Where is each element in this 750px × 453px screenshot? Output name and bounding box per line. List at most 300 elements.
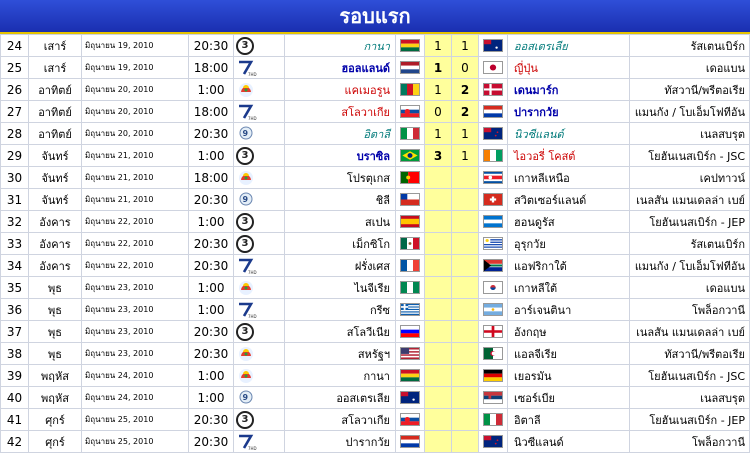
home-score [425, 211, 452, 233]
kickoff-time: 20:30 [189, 123, 234, 145]
home-score: 3 [425, 145, 452, 167]
home-flag-icon [400, 193, 420, 206]
channel-5-logo-icon [236, 81, 258, 99]
home-score: 1 [425, 35, 452, 57]
tv-channel [234, 145, 285, 167]
home-flag [396, 255, 425, 277]
home-team: กานา [285, 365, 396, 387]
channel-9-logo-icon [236, 389, 258, 407]
away-team: เยอรมัน [508, 365, 630, 387]
away-score [452, 387, 479, 409]
channel-5-logo-icon [236, 279, 258, 297]
home-flag-icon [400, 83, 420, 96]
match-date: มิถุนายน 25, 2010 [82, 431, 189, 453]
away-team: อุรุกวัย [508, 233, 630, 255]
tv-channel [234, 211, 285, 233]
kickoff-time: 20:30 [189, 409, 234, 431]
home-score [425, 189, 452, 211]
home-team: กานา [285, 35, 396, 57]
match-number: 33 [1, 233, 29, 255]
home-flag-icon [400, 259, 420, 272]
match-date: มิถุนายน 22, 2010 [82, 233, 189, 255]
away-team: นิวซีแลนด์ [508, 123, 630, 145]
home-score: 1 [425, 57, 452, 79]
home-team: เม็กซิโก [285, 233, 396, 255]
channel-7-logo-icon [236, 59, 258, 77]
match-day: พฤหัส [29, 365, 82, 387]
home-flag-icon [400, 325, 420, 338]
match-number: 32 [1, 211, 29, 233]
kickoff-time: 18:00 [189, 101, 234, 123]
away-flag-icon [483, 149, 503, 162]
away-team: ไอวอรี่ โคสต์ [508, 145, 630, 167]
match-date: มิถุนายน 24, 2010 [82, 387, 189, 409]
home-flag [396, 431, 425, 453]
channel-5-logo-icon [236, 345, 258, 363]
away-flag [479, 321, 508, 343]
away-team: เกาหลีเหนือ [508, 167, 630, 189]
home-flag-icon [400, 413, 420, 426]
away-flag-icon [483, 83, 503, 96]
away-score: 2 [452, 79, 479, 101]
channel-3-logo-icon: 3 [236, 323, 258, 341]
match-number: 24 [1, 35, 29, 57]
match-row [1, 211, 750, 233]
match-number: 29 [1, 145, 29, 167]
home-flag [396, 409, 425, 431]
home-team: สโลวาเกีย [285, 409, 396, 431]
stadium: ทัสวานี/พรีตอเรีย [630, 79, 750, 101]
match-number: 38 [1, 343, 29, 365]
match-date: มิถุนายน 19, 2010 [82, 35, 189, 57]
stadium: โยฮันเนสเบิร์ก - JSC [630, 145, 750, 167]
kickoff-time: 20:30 [189, 255, 234, 277]
away-score [452, 299, 479, 321]
tv-channel [234, 343, 285, 365]
match-date: มิถุนายน 23, 2010 [82, 343, 189, 365]
home-score [425, 409, 452, 431]
kickoff-time: 1:00 [189, 365, 234, 387]
tv-channel [234, 35, 285, 57]
match-day: จันทร์ [29, 145, 82, 167]
stadium: โพล็อกวานี [630, 431, 750, 453]
home-flag-icon [400, 303, 420, 316]
away-team: ฮอนดูรัส [508, 211, 630, 233]
match-row [1, 387, 750, 409]
match-number: 26 [1, 79, 29, 101]
away-team: อิตาลี [508, 409, 630, 431]
away-score [452, 431, 479, 453]
match-row [1, 299, 750, 321]
match-number: 36 [1, 299, 29, 321]
match-date: มิถุนายน 24, 2010 [82, 365, 189, 387]
away-team: สวิตเซอร์แลนด์ [508, 189, 630, 211]
tv-channel [234, 409, 285, 431]
match-row [1, 343, 750, 365]
home-flag-icon [400, 391, 420, 404]
tv-channel [234, 387, 285, 409]
match-number: 37 [1, 321, 29, 343]
tv-channel [234, 255, 285, 277]
home-team: สโลวีเนีย [285, 321, 396, 343]
away-flag-icon [483, 61, 503, 74]
away-score [452, 211, 479, 233]
kickoff-time: 1:00 [189, 277, 234, 299]
kickoff-time: 1:00 [189, 145, 234, 167]
home-score [425, 277, 452, 299]
home-team: กรีซ [285, 299, 396, 321]
home-score [425, 233, 452, 255]
home-flag-icon [400, 171, 420, 184]
home-flag [396, 343, 425, 365]
match-day: พุธ [29, 277, 82, 299]
svg-text:7HD: 7HD [248, 71, 257, 77]
stadium: เคปทาวน์ [630, 167, 750, 189]
home-flag [396, 233, 425, 255]
stadium: เนลสบรุต [630, 387, 750, 409]
away-flag [479, 123, 508, 145]
match-date: มิถุนายน 20, 2010 [82, 79, 189, 101]
home-flag [396, 277, 425, 299]
away-flag [479, 145, 508, 167]
match-day: พุธ [29, 299, 82, 321]
match-day: เสาร์ [29, 57, 82, 79]
channel-5-logo-icon [236, 169, 258, 187]
away-flag-icon [483, 105, 503, 118]
away-team: ญี่ปุ่น [508, 57, 630, 79]
match-date: มิถุนายน 19, 2010 [82, 57, 189, 79]
stadium: แมนกัง / โบเอ็มโฟทีอัน [630, 255, 750, 277]
home-score [425, 431, 452, 453]
home-flag [396, 35, 425, 57]
match-number: 41 [1, 409, 29, 431]
svg-text:9: 9 [242, 194, 249, 204]
home-team: ฮอลแลนด์ [285, 57, 396, 79]
match-row [1, 409, 750, 431]
home-flag-icon [400, 39, 420, 52]
match-row [1, 277, 750, 299]
away-score: 1 [452, 35, 479, 57]
match-day: อังคาร [29, 233, 82, 255]
away-flag [479, 343, 508, 365]
away-score [452, 189, 479, 211]
home-team: แคเมอรูน [285, 79, 396, 101]
channel-9-logo-icon [236, 125, 258, 143]
home-flag [396, 321, 425, 343]
away-score [452, 255, 479, 277]
match-day: พุธ [29, 343, 82, 365]
match-day: อาทิตย์ [29, 101, 82, 123]
away-score [452, 321, 479, 343]
away-score [452, 365, 479, 387]
home-team: ชิลี [285, 189, 396, 211]
home-score [425, 299, 452, 321]
away-score: 0 [452, 57, 479, 79]
kickoff-time: 18:00 [189, 167, 234, 189]
home-flag-icon [400, 347, 420, 360]
home-flag-icon [400, 435, 420, 448]
away-flag [479, 431, 508, 453]
home-score [425, 343, 452, 365]
home-team: สเปน [285, 211, 396, 233]
away-team: นิวซีแลนด์ [508, 431, 630, 453]
stadium: รัสเตนเบิร์ก [630, 35, 750, 57]
match-date: มิถุนายน 22, 2010 [82, 255, 189, 277]
away-team: อาร์เจนตินา [508, 299, 630, 321]
match-number: 28 [1, 123, 29, 145]
tv-channel [234, 365, 285, 387]
match-day: จันทร์ [29, 189, 82, 211]
away-score: 1 [452, 145, 479, 167]
away-flag-icon [483, 369, 503, 382]
match-row [1, 321, 750, 343]
home-flag-icon [400, 105, 420, 118]
away-flag [479, 365, 508, 387]
away-score [452, 277, 479, 299]
home-flag [396, 211, 425, 233]
channel-9-logo-icon [236, 191, 258, 209]
stadium: เนลสัน แมนเดลล่า เบย์ [630, 321, 750, 343]
channel-3-logo-icon: 3 [236, 147, 258, 165]
match-row [1, 35, 750, 57]
home-flag-icon [400, 61, 420, 74]
home-flag-icon [400, 215, 420, 228]
page-header [0, 0, 750, 34]
match-day: พุธ [29, 321, 82, 343]
page-title: รอบแรก [339, 4, 411, 28]
match-row [1, 167, 750, 189]
match-day: เสาร์ [29, 35, 82, 57]
kickoff-time: 1:00 [189, 211, 234, 233]
away-flag [479, 255, 508, 277]
home-score [425, 255, 452, 277]
kickoff-time: 20:30 [189, 233, 234, 255]
tv-channel [234, 101, 285, 123]
match-day: อาทิตย์ [29, 123, 82, 145]
away-flag [479, 35, 508, 57]
match-day: จันทร์ [29, 167, 82, 189]
away-flag-icon [483, 127, 503, 140]
match-number: 42 [1, 431, 29, 453]
stadium: เนลสบรุต [630, 123, 750, 145]
away-flag [479, 387, 508, 409]
kickoff-time: 20:30 [189, 431, 234, 453]
home-flag-icon [400, 149, 420, 162]
away-flag-icon [483, 413, 503, 426]
home-team: ออสเตรเลีย [285, 387, 396, 409]
match-row [1, 431, 750, 453]
home-team: ไนจีเรีย [285, 277, 396, 299]
home-flag [396, 387, 425, 409]
home-flag [396, 101, 425, 123]
away-team: อังกฤษ [508, 321, 630, 343]
stadium: ทัสวานี/พรีตอเรีย [630, 343, 750, 365]
kickoff-time: 1:00 [189, 299, 234, 321]
match-number: 35 [1, 277, 29, 299]
svg-text:7HD: 7HD [248, 269, 257, 275]
tv-channel [234, 233, 285, 255]
match-row [1, 123, 750, 145]
home-flag [396, 167, 425, 189]
match-row [1, 145, 750, 167]
home-team: อิตาลี [285, 123, 396, 145]
home-team: ปารากวัย [285, 431, 396, 453]
match-row [1, 101, 750, 123]
match-number: 30 [1, 167, 29, 189]
match-row [1, 233, 750, 255]
away-team: แอฟริกาใต้ [508, 255, 630, 277]
home-score [425, 365, 452, 387]
match-number: 31 [1, 189, 29, 211]
match-number: 40 [1, 387, 29, 409]
home-flag-icon [400, 237, 420, 250]
kickoff-time: 20:30 [189, 321, 234, 343]
tv-channel [234, 277, 285, 299]
channel-7-logo-icon [236, 257, 258, 275]
away-flag-icon [483, 193, 503, 206]
channel-3-logo-icon: 3 [236, 411, 258, 429]
home-score: 1 [425, 123, 452, 145]
away-flag-icon [483, 259, 503, 272]
home-flag [396, 79, 425, 101]
channel-3-logo-icon: 3 [236, 235, 258, 253]
home-score: 0 [425, 101, 452, 123]
tv-channel [234, 167, 285, 189]
stadium: แมนกัง / โบเอ็มโฟทีอัน [630, 101, 750, 123]
home-flag [396, 57, 425, 79]
home-flag-icon [400, 369, 420, 382]
match-number: 34 [1, 255, 29, 277]
channel-5-logo-icon [236, 367, 258, 385]
home-flag [396, 123, 425, 145]
tv-channel [234, 299, 285, 321]
away-score [452, 409, 479, 431]
home-flag [396, 189, 425, 211]
kickoff-time: 18:00 [189, 57, 234, 79]
match-date: มิถุนายน 23, 2010 [82, 321, 189, 343]
home-flag-icon [400, 127, 420, 140]
home-score [425, 387, 452, 409]
home-flag [396, 365, 425, 387]
match-day: พฤหัส [29, 387, 82, 409]
away-flag [479, 277, 508, 299]
away-score [452, 343, 479, 365]
tv-channel [234, 189, 285, 211]
away-flag-icon [483, 237, 503, 250]
tv-channel [234, 79, 285, 101]
tv-channel [234, 321, 285, 343]
channel-7-logo-icon [236, 301, 258, 319]
stadium: เดอแบน [630, 57, 750, 79]
svg-text:7HD: 7HD [248, 115, 257, 121]
tv-channel [234, 57, 285, 79]
away-flag [479, 79, 508, 101]
svg-text:7HD: 7HD [248, 313, 257, 319]
tv-channel [234, 123, 285, 145]
match-number: 25 [1, 57, 29, 79]
match-day: อังคาร [29, 255, 82, 277]
match-date: มิถุนายน 25, 2010 [82, 409, 189, 431]
svg-text:7HD: 7HD [248, 445, 257, 451]
away-flag-icon [483, 347, 503, 360]
match-date: มิถุนายน 20, 2010 [82, 101, 189, 123]
match-date: มิถุนายน 20, 2010 [82, 123, 189, 145]
kickoff-time: 20:30 [189, 343, 234, 365]
away-flag [479, 101, 508, 123]
away-flag-icon [483, 39, 503, 52]
stadium: โยฮันเนสเบิร์ก - JEP [630, 211, 750, 233]
away-flag [479, 211, 508, 233]
away-flag [479, 233, 508, 255]
away-flag-icon [483, 215, 503, 228]
away-team: เกาหลีใต้ [508, 277, 630, 299]
match-table [0, 34, 750, 453]
match-day: ศุกร์ [29, 431, 82, 453]
away-score: 2 [452, 101, 479, 123]
match-day: อังคาร [29, 211, 82, 233]
channel-7-logo-icon [236, 433, 258, 451]
away-flag-icon [483, 281, 503, 294]
channel-3-logo-icon: 3 [236, 213, 258, 231]
match-date: มิถุนายน 21, 2010 [82, 189, 189, 211]
stadium: เดอแบน [630, 277, 750, 299]
away-score [452, 167, 479, 189]
match-row [1, 79, 750, 101]
match-date: มิถุนายน 23, 2010 [82, 299, 189, 321]
kickoff-time: 1:00 [189, 79, 234, 101]
away-team: ออสเตรเลีย [508, 35, 630, 57]
match-date: มิถุนายน 21, 2010 [82, 145, 189, 167]
away-team: เดนมาร์ก [508, 79, 630, 101]
svg-text:9: 9 [242, 392, 249, 402]
match-row [1, 255, 750, 277]
match-date: มิถุนายน 23, 2010 [82, 277, 189, 299]
home-score [425, 321, 452, 343]
match-day: ศุกร์ [29, 409, 82, 431]
match-row [1, 365, 750, 387]
away-flag [479, 57, 508, 79]
kickoff-time: 20:30 [189, 189, 234, 211]
home-flag [396, 145, 425, 167]
home-flag-icon [400, 281, 420, 294]
away-score: 1 [452, 123, 479, 145]
home-team: สหรัฐฯ [285, 343, 396, 365]
stadium: รัสเตนเบิร์ก [630, 233, 750, 255]
away-flag [479, 299, 508, 321]
match-date: มิถุนายน 22, 2010 [82, 211, 189, 233]
home-score: 1 [425, 79, 452, 101]
away-team: ปารากวัย [508, 101, 630, 123]
away-flag [479, 409, 508, 431]
kickoff-time: 1:00 [189, 387, 234, 409]
away-flag-icon [483, 435, 503, 448]
away-flag [479, 167, 508, 189]
stadium: โยฮันเนสเบิร์ก - JEP [630, 409, 750, 431]
away-flag-icon [483, 171, 503, 184]
match-row [1, 57, 750, 79]
match-date: มิถุนายน 21, 2010 [82, 167, 189, 189]
away-flag-icon [483, 325, 503, 338]
stadium: โยฮันเนสเบิร์ก - JSC [630, 365, 750, 387]
stadium: โพล็อกวานี [630, 299, 750, 321]
home-team: สโลวาเกีย [285, 101, 396, 123]
svg-text:9: 9 [242, 128, 249, 138]
away-team: แอลจีเรีย [508, 343, 630, 365]
tv-channel [234, 431, 285, 453]
away-score [452, 233, 479, 255]
away-team: เซอร์เบีย [508, 387, 630, 409]
channel-3-logo-icon: 3 [236, 37, 258, 55]
